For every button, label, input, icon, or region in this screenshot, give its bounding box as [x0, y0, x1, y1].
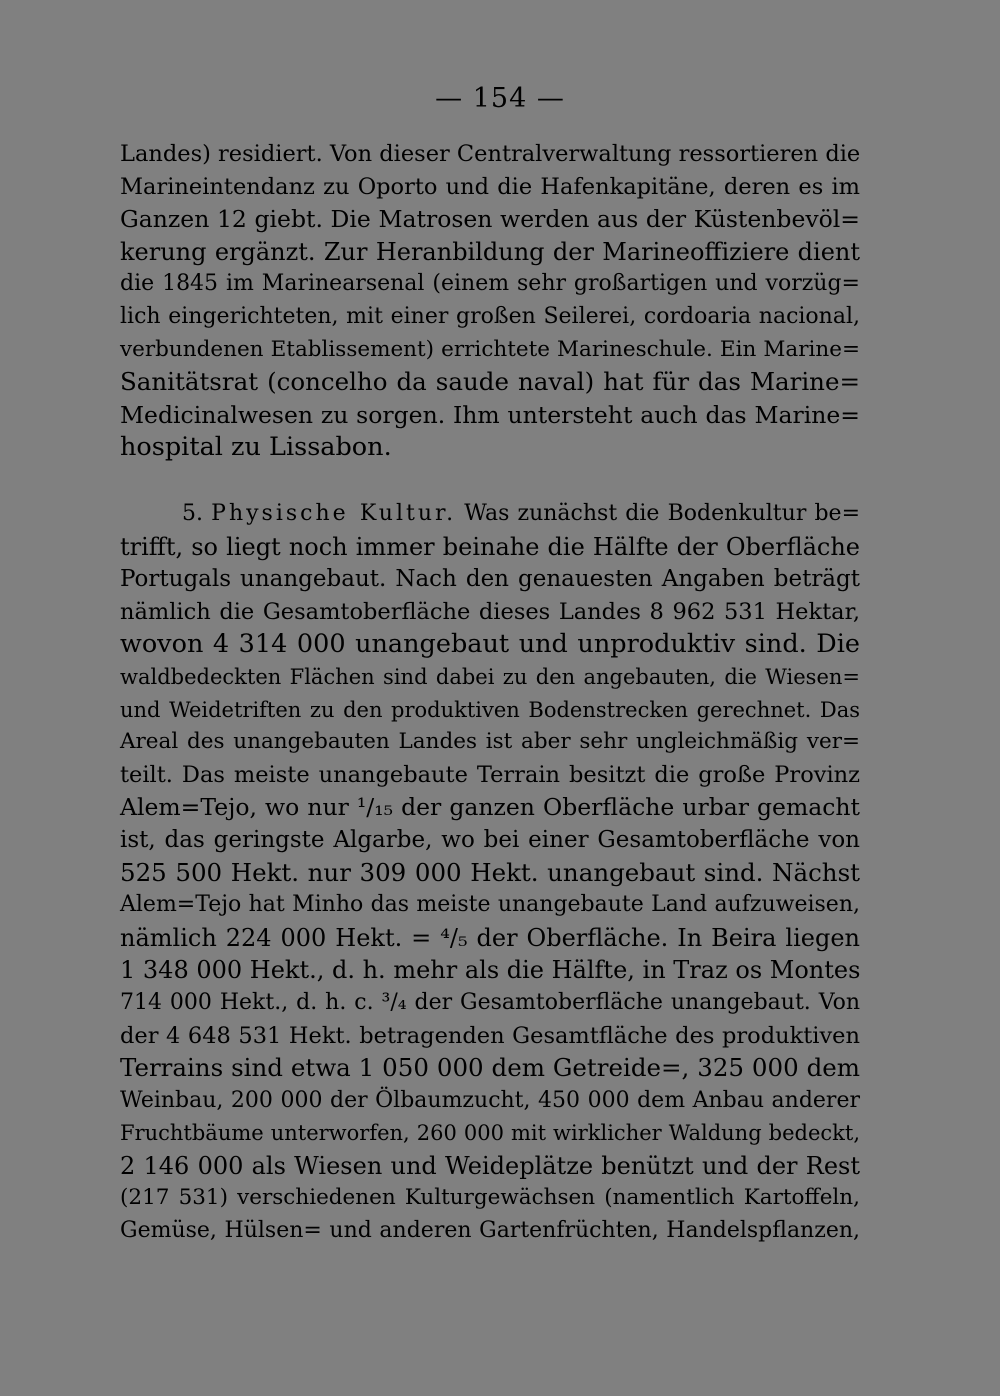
paragraph-continued [120, 138, 860, 464]
text-line: Sanitätsrat (concelho da saude naval) hat für das Marine= [120, 367, 860, 397]
text-line: 525 500 Hekt. nur 309 000 Hekt. unangebaut sind. Nächst [120, 857, 860, 887]
text-line: Gemüse, Hülsen= und anderen Gartenfrüchten, Handelspflanzen, [120, 1218, 860, 1244]
text-line: Fruchtbäume unterworfen, 260 000 mit wirklicher Waldung bedeckt, [120, 1121, 860, 1146]
text-line: Weinbau, 200 000 der Ölbaumzucht, 450 000 dem Anbau anderer [120, 1087, 860, 1113]
text-line: Areal des unangebauten Landes ist aber sehr ungleichmäßig ver= [120, 729, 860, 755]
text-line: lich eingerichteten, mit einer großen Seilerei, cordoaria nacional, [120, 303, 860, 329]
text-line: die 1845 im Marinearsenal (einem sehr großartigen und vorzüg= [120, 271, 860, 297]
text-line: teilt. Das meiste unangebaute Terrain besitzt die große Provinz [120, 761, 860, 788]
text-line: hospital zu Lissabon. [120, 432, 392, 463]
text-line: kerung ergänzt. Zur Heranbildung der Marineoffiziere dient [120, 237, 860, 266]
section-physische-kultur [120, 498, 860, 1248]
text-line: trifft, so liegt noch immer beinahe die Hälfte der Oberfläche [120, 532, 860, 561]
text-line: Alem=Tejo hat Minho das meiste unangebaute Land aufzuweisen, [120, 892, 860, 918]
page-number: — 154 — [435, 83, 565, 114]
text-line: 714 000 Hekt., d. h. c. ³/₄ der Gesamtoberfläche unangebaut. Von [120, 989, 860, 1015]
text-line: ist, das geringste Algarbe, wo bei einer Gesamtoberfläche von [120, 826, 860, 853]
section-number: 5. [182, 501, 203, 526]
text-line: Terrains sind etwa 1 050 000 dem Getreide=, 325 000 dem [120, 1053, 860, 1083]
text-line: Ganzen 12 giebt. Die Matrosen werden aus der Küstenbevöl= [120, 205, 860, 234]
text-line: und Weidetriften zu den produktiven Bodenstrecken gerechnet. Das [120, 697, 860, 722]
text-line: 2 146 000 als Wiesen und Weideplätze benützt und der Rest [120, 1151, 860, 1180]
text-line: Portugals unangebaut. Nach den genauesten Angaben beträgt [120, 566, 860, 593]
text-line: nämlich 224 000 Hekt. = ⁴/₅ der Oberfläche. In Beira liegen [120, 923, 860, 952]
text-line: Landes) residiert. Von dieser Centralverwaltung ressortieren die [120, 141, 861, 167]
section-heading: Physische Kultur. [211, 501, 457, 526]
text-line: (217 531) verschiedenen Kulturgewächsen (namentlich Kartoffeln, [120, 1185, 860, 1211]
text-line: wovon 4 314 000 unangebaut und unproduktiv sind. Die [120, 629, 860, 660]
text-line: 1 348 000 Hekt., d. h. mehr als die Hälfte, in Traz os Montes [120, 956, 861, 985]
text-line: Marineintendanz zu Oporto und die Hafenkapitäne, deren es im [120, 173, 860, 200]
text-line: waldbedeckten Flächen sind dabei zu den angebauten, die Wiesen= [120, 664, 860, 689]
section-first-line [120, 498, 860, 531]
text-line: nämlich die Gesamtoberfläche dieses Landes 8 962 531 Hektar, [120, 598, 860, 625]
text-line: der 4 648 531 Hekt. betragenden Gesamtfläche des produktiven [120, 1022, 860, 1049]
text-line: Alem=Tejo, wo nur ¹/₁₅ der ganzen Oberfläche urbar gemacht [120, 793, 860, 822]
section-first-line-text: Was zunächst die Bodenkultur be= [464, 501, 861, 526]
text-line: verbundenen Etablissement) errichtete Marineschule. Ein Marine= [120, 336, 860, 362]
text-line: Medicinalwesen zu sorgen. Ihm untersteht auch das Marine= [120, 400, 860, 429]
